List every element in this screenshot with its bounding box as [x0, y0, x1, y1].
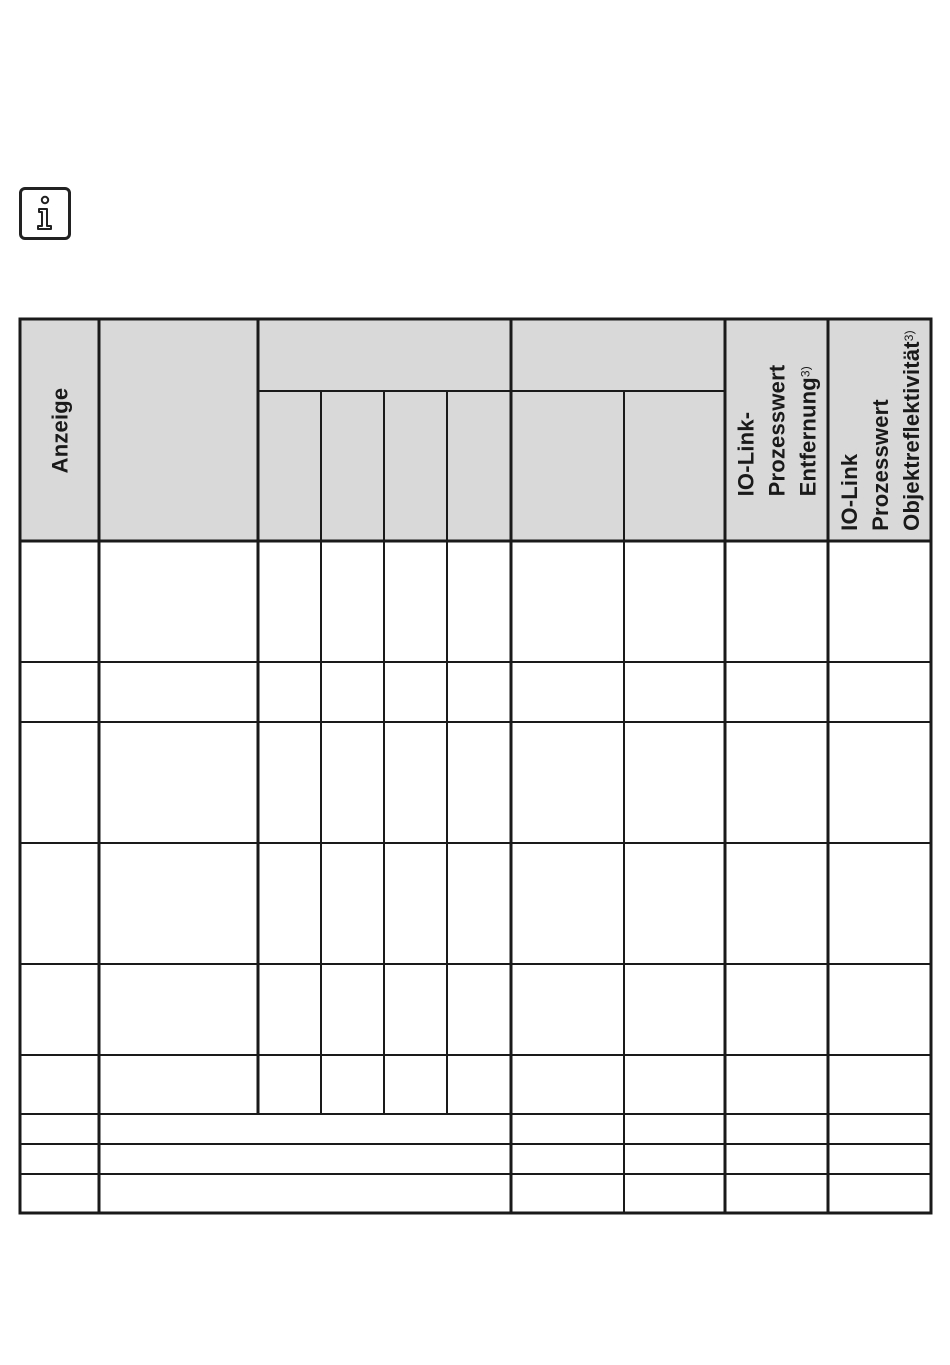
header-iolink-distance-cell [727, 321, 827, 539]
header-iolink-reflectivity-text: Objektreflektivität [898, 340, 924, 531]
header-display-cell [22, 321, 98, 539]
header-iolink-reflectivity-line3 [896, 330, 927, 531]
header-iolink-distance-text: Entfernung [795, 376, 821, 496]
header-iolink-reflectivity-label [834, 330, 927, 531]
header-iolink-distance-line1: IO-Link- [733, 411, 759, 496]
header-iolink-reflectivity-line2: Prozesswert [867, 398, 893, 531]
header-iolink-distance-line3 [793, 364, 824, 496]
header-iolink-distance-line2: Prozesswert [764, 364, 790, 496]
header-display-label [45, 387, 76, 473]
header-iolink-reflectivity-cell [830, 321, 930, 539]
footnote-marker: 3) [798, 365, 813, 377]
header-iolink-reflectivity-line1: IO-Link [836, 453, 862, 531]
header-display-text: Anzeige [47, 387, 73, 473]
header-iolink-distance-label [731, 364, 824, 496]
footnote-marker: 3) [901, 329, 916, 341]
